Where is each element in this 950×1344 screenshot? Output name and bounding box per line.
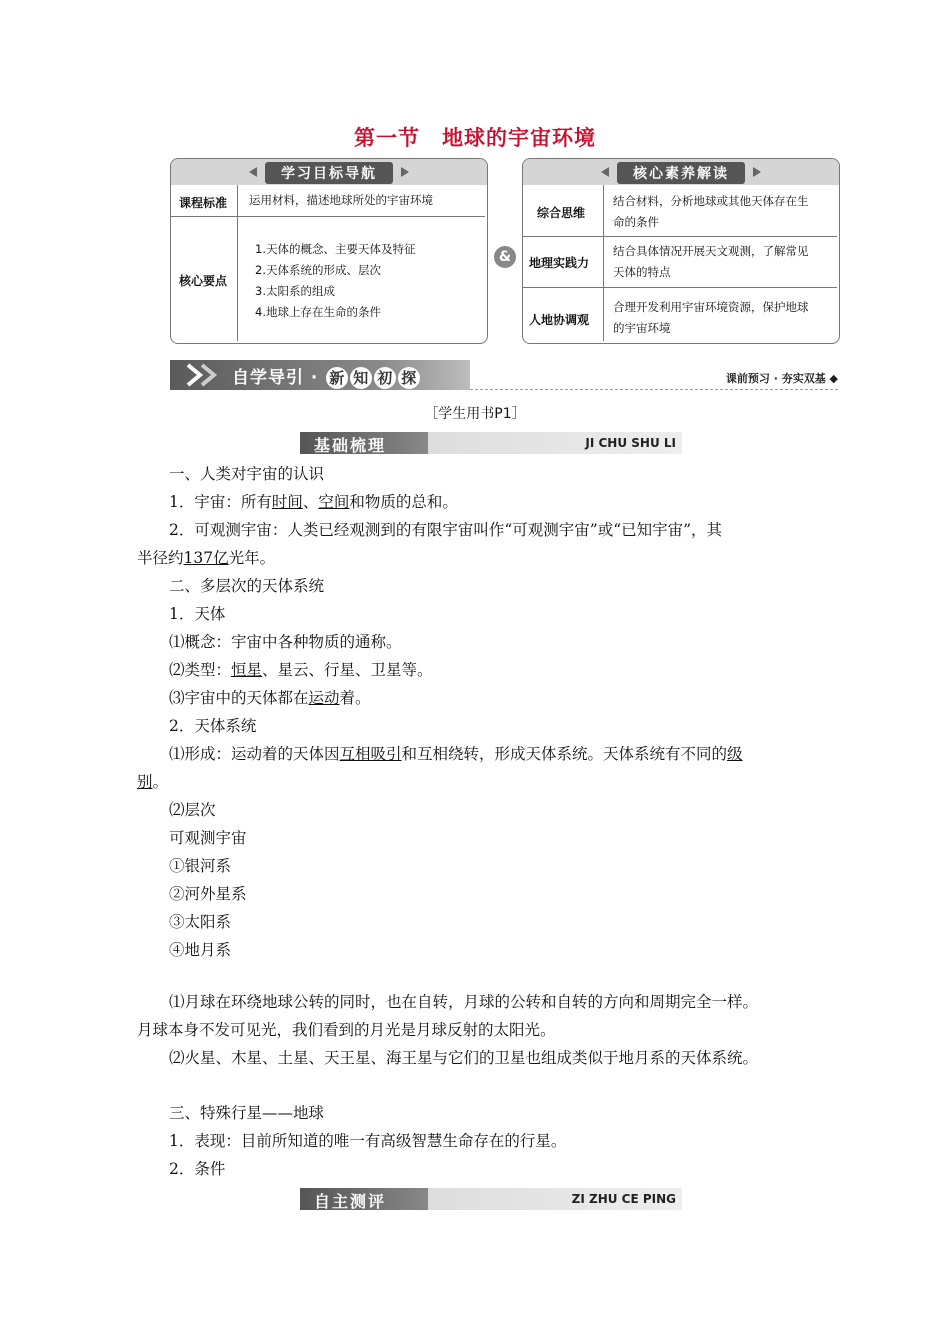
- left-arrow-icon: [249, 167, 257, 177]
- section-title-en: JI CHU SHU LI: [585, 436, 676, 450]
- point-item: 2.天体系统的形成、层次: [255, 263, 381, 277]
- paragraph: 可观测宇宙: [169, 829, 247, 847]
- paragraph: 半径约137亿光年。: [137, 549, 276, 567]
- paragraph: 2．条件: [169, 1160, 226, 1178]
- banner-subtitle: 课前预习 · 夯实双基 ◆: [725, 372, 838, 385]
- list-item: ③太阳系: [169, 913, 232, 931]
- row-content: 运用材料，描述地球所处的宇宙环境: [249, 193, 433, 207]
- banner-title: 自学导引 · 新 知 初 探: [232, 363, 421, 389]
- paragraph: 1．天体: [169, 605, 226, 623]
- section-title: 基础梳理: [314, 436, 387, 455]
- ampersand-icon: &: [494, 246, 516, 268]
- list-item: ②河外星系: [169, 885, 247, 903]
- row-content: 合理开发利用宇宙环境资源，保护地球 的宇宙环境: [613, 300, 809, 335]
- heading: 三、特殊行星——地球: [169, 1104, 325, 1122]
- heading: 一、人类对宇宙的认识: [169, 465, 325, 483]
- paragraph: ⑴月球在环绕地球公转的同时，也在自转，月球的公转和自转的方向和周期完全一样。: [169, 993, 759, 1011]
- core-literacy-header: [523, 159, 839, 185]
- left-arrow-icon: [601, 167, 609, 177]
- learning-goals-box: [170, 158, 488, 344]
- learning-goals-title: 学习目标导航: [265, 162, 393, 184]
- row-label: 课程标准: [179, 196, 228, 210]
- page-title: 第一节 地球的宇宙环境: [354, 126, 596, 150]
- section-title: 自主测评: [314, 1192, 387, 1211]
- row-label: 人地协调观: [529, 313, 590, 327]
- heading: 二、多层次的天体系统: [169, 577, 325, 595]
- section-header-self-test: [300, 1188, 682, 1210]
- point-item: 1.天体的概念、主要天体及特征: [255, 242, 416, 256]
- book-reference: ［学生用书P1］: [424, 406, 526, 422]
- section-header-basics: [300, 432, 682, 454]
- right-arrow-icon: [753, 167, 761, 177]
- paragraph: 别。: [137, 773, 169, 791]
- paragraph: 1．宇宙：所有时间、空间和物质的总和。: [169, 493, 458, 511]
- row-content: 结合具体情况开展天文观测，了解常见 天体的特点: [613, 244, 809, 279]
- learning-goals-header: [171, 159, 487, 185]
- row-label: 地理实践力: [529, 256, 590, 270]
- row-content: 结合材料，分析地球或其他天体存在生 命的条件: [613, 194, 809, 229]
- right-arrow-icon: [401, 167, 409, 177]
- paragraph: ⑵火星、木星、土星、天王星、海王星与它们的卫星也组成类似于地月系的天体系统。: [169, 1049, 759, 1067]
- point-item: 4.地球上存在生命的条件: [255, 305, 381, 319]
- paragraph: 月球本身不发可见光，我们看到的月光是月球反射的太阳光。: [137, 1021, 556, 1039]
- paragraph: 1．表现：目前所知道的唯一有高级智慧生命存在的行星。: [169, 1132, 567, 1150]
- paragraph: ⑴概念：宇宙中各种物质的通称。: [169, 633, 402, 651]
- paragraph: ⑵类型：恒星、星云、行星、卫星等。: [169, 661, 433, 679]
- core-literacy-box: [522, 158, 840, 344]
- point-item: 3.太阳系的组成: [255, 284, 335, 298]
- paragraph: 2．天体系统: [169, 717, 257, 735]
- section-title-en: ZI ZHU CE PING: [571, 1192, 676, 1206]
- section-banner: [170, 360, 838, 390]
- list-item: ①银河系: [169, 857, 232, 875]
- chevron-right-icon: [184, 363, 224, 387]
- list-item: ④地月系: [169, 941, 232, 959]
- paragraph: 2．可观测宇宙：人类已经观测到的有限宇宙叫作“可观测宇宙”或“已知宇宙”，其: [169, 521, 723, 539]
- row-content: [255, 239, 415, 323]
- paragraph: ⑴形成：运动着的天体因互相吸引和互相绕转，形成天体系统。天体系统有不同的级: [169, 745, 743, 763]
- row-label: 综合思维: [537, 206, 586, 220]
- row-label: 核心要点: [179, 274, 228, 288]
- paragraph: ⑶宇宙中的天体都在运动着。: [169, 689, 371, 707]
- paragraph: ⑵层次: [169, 801, 216, 819]
- core-literacy-title: 核心素养解读: [617, 162, 745, 184]
